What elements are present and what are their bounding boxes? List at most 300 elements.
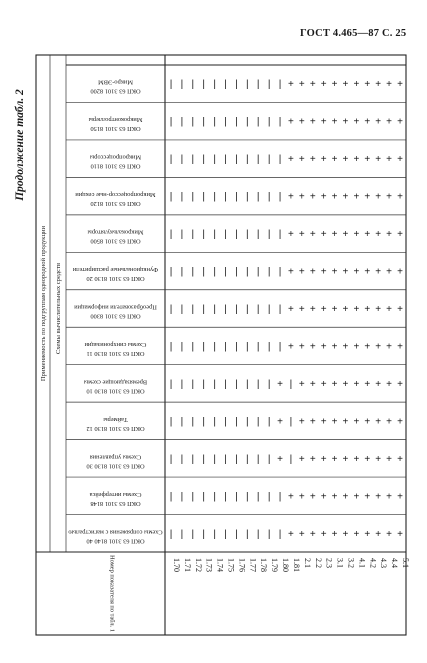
page-header: ГОСТ 4.465—87 С. 25: [300, 28, 407, 39]
applicability-mark: +: [364, 378, 371, 390]
applicability-mark: +: [375, 378, 382, 390]
applicability-mark: |: [224, 79, 227, 91]
applicability-mark: +: [288, 229, 294, 241]
applicability-mark: |: [180, 266, 184, 278]
applicability-mark: +: [342, 116, 349, 128]
applicability-mark: +: [342, 229, 349, 241]
applicability-mark: +: [364, 154, 371, 166]
applicability-mark: |: [246, 154, 249, 166]
applicability-mark: |: [224, 491, 227, 503]
applicability-mark: +: [309, 453, 316, 465]
applicability-mark: +: [309, 304, 316, 315]
applicability-mark: |: [246, 304, 249, 315]
applicability-mark: +: [320, 116, 327, 128]
applicability-mark: |: [224, 341, 227, 353]
applicability-mark: +: [331, 304, 338, 315]
applicability-mark: +: [386, 378, 393, 390]
applicability-mark: |: [224, 191, 227, 203]
row-number: 1.70: [172, 558, 181, 572]
applicability-mark: |: [246, 79, 249, 91]
applicability-mark: +: [342, 378, 349, 390]
applicability-mark: |: [267, 341, 271, 353]
applicability-mark: |: [169, 491, 173, 503]
column-code: ОКП 63 3101 8500: [90, 237, 141, 245]
applicability-mark: |: [246, 229, 249, 241]
applicability-mark: +: [397, 341, 403, 353]
applicability-mark: +: [320, 453, 327, 465]
column-name: Времязадающие схемы: [83, 378, 148, 386]
column-code: ОКП 63 3101 8120: [90, 200, 141, 208]
column-code: ОКП 63 3101 8130 12: [86, 424, 145, 432]
applicability-mark: +: [397, 191, 403, 203]
applicability-mark: +: [397, 453, 403, 465]
applicability-mark: |: [256, 229, 260, 241]
applicability-mark: |: [180, 491, 184, 503]
table-header: [40, 79, 163, 632]
applicability-mark: +: [353, 229, 360, 241]
column-code: ОКП 63 3101 8130 10: [86, 387, 145, 395]
applicability-mark: +: [375, 416, 382, 428]
applicability-mark: +: [386, 341, 393, 353]
applicability-mark: +: [364, 304, 371, 315]
applicability-mark: +: [320, 154, 327, 166]
column-name: Таймеры: [103, 415, 128, 423]
applicability-mark: |: [191, 229, 195, 241]
applicability-mark: |: [191, 378, 195, 390]
applicability-mark: +: [364, 191, 371, 203]
applicability-mark: |: [202, 266, 206, 278]
row-number: 4.2: [368, 558, 378, 568]
applicability-mark: |: [267, 266, 271, 278]
applicability-mark: |: [235, 304, 238, 315]
applicability-mark: |: [278, 341, 282, 353]
applicability-mark: +: [309, 79, 316, 91]
applicability-mark: |: [256, 341, 260, 353]
applicability-mark: +: [298, 191, 305, 203]
column-code: ОКП 63 3101 8130 11: [86, 349, 145, 357]
applicability-mark: |: [224, 116, 227, 128]
applicability-mark: +: [397, 79, 403, 91]
column-name: Микроконтроллеры: [88, 116, 143, 124]
applicability-mark: |: [246, 266, 249, 278]
applicability-mark: |: [180, 191, 184, 203]
applicability-mark: |: [202, 378, 206, 390]
applicability-mark: |: [235, 266, 238, 278]
applicability-mark: +: [375, 341, 382, 353]
applicability-mark: +: [353, 491, 360, 503]
applicability-mark: |: [224, 453, 227, 465]
applicability-mark: |: [191, 416, 195, 428]
applicability-mark: |: [256, 266, 260, 278]
applicability-mark: +: [353, 304, 360, 315]
applicability-mark: +: [298, 453, 305, 465]
column-name: Схемы интерфейса: [89, 490, 142, 498]
applicability-mark: +: [386, 304, 393, 315]
applicability-mark: |: [191, 491, 195, 503]
applicability-mark: |: [224, 266, 227, 278]
applicability-mark: |: [202, 304, 206, 315]
applicability-mark: |: [191, 528, 195, 540]
applicability-mark: |: [246, 528, 249, 540]
applicability-mark: +: [375, 266, 382, 278]
applicability-mark: |: [180, 229, 184, 241]
column-code: ОКП 63 3101 8110: [90, 162, 141, 170]
applicability-mark: |: [180, 79, 184, 91]
applicability-mark: +: [298, 528, 305, 540]
row-number: 1.80: [281, 558, 291, 572]
row-number: 2.2: [313, 558, 323, 568]
applicability-mark: +: [397, 528, 403, 540]
applicability-mark: +: [309, 341, 316, 353]
applicability-mark: |: [213, 304, 216, 315]
applicability-mark: +: [353, 154, 360, 166]
applicability-mark: +: [288, 266, 294, 278]
applicability-mark: +: [320, 266, 327, 278]
row-number: 1.81: [291, 558, 301, 572]
applicability-mark: |: [235, 229, 238, 241]
applicability-mark: |: [180, 378, 184, 390]
column-code: ОКП 63 3101 8200: [90, 87, 141, 95]
applicability-mark: |: [213, 229, 216, 241]
applicability-mark: |: [289, 416, 293, 428]
applicability-mark: +: [320, 416, 327, 428]
column-name: Микропроцессоры: [89, 153, 142, 161]
row-header-title: Номер показателя по табл. 1: [108, 555, 116, 632]
applicability-mark: |: [213, 453, 216, 465]
column-code: ОКП 63 3101 8130 30: [86, 462, 145, 470]
applicability-mark: |: [202, 79, 206, 91]
applicability-mark: |: [202, 416, 206, 428]
applicability-mark: |: [224, 528, 227, 540]
applicability-mark: +: [364, 491, 371, 503]
row-number: 1.74: [215, 558, 225, 572]
applicability-mark: |: [235, 116, 238, 128]
applicability-mark: +: [386, 229, 393, 241]
applicability-mark: |: [267, 453, 271, 465]
applicability-mark: |: [191, 154, 195, 166]
applicability-mark: +: [331, 229, 338, 241]
applicability-mark: +: [309, 154, 316, 166]
applicability-mark: +: [386, 453, 393, 465]
applicability-mark: |: [180, 304, 184, 315]
column-name: Микропроцессор-ные секции: [75, 191, 156, 199]
column-name: Микрокалькуляторы: [87, 228, 144, 236]
applicability-mark: |: [235, 453, 238, 465]
applicability-mark: +: [375, 229, 382, 241]
applicability-mark: +: [331, 341, 338, 353]
applicability-mark: +: [397, 154, 403, 166]
applicability-mark: +: [375, 191, 382, 203]
applicability-mark: +: [386, 191, 393, 203]
column-name: Микро-ЭВМ: [98, 78, 133, 86]
applicability-mark: +: [331, 266, 338, 278]
applicability-mark: +: [342, 491, 349, 503]
applicability-mark: +: [298, 79, 305, 91]
applicability-mark: |: [224, 154, 227, 166]
applicability-mark: |: [278, 528, 282, 540]
applicability-mark: +: [342, 304, 349, 315]
applicability-mark: |: [180, 528, 184, 540]
row-number: 3.1: [335, 558, 345, 568]
applicability-mark: |: [191, 341, 195, 353]
applicability-mark: +: [288, 116, 294, 128]
applicability-mark: |: [256, 416, 260, 428]
applicability-mark: +: [288, 154, 294, 166]
applicability-mark: +: [298, 304, 305, 315]
applicability-mark: +: [309, 191, 316, 203]
row-number: 1.77: [248, 558, 258, 572]
applicability-mark: +: [342, 266, 349, 278]
applicability-mark: +: [342, 528, 349, 540]
row-number: 2.1: [302, 558, 312, 568]
applicability-mark: +: [298, 341, 305, 353]
row-number: 3.2: [346, 558, 356, 568]
row-number: 1.76: [237, 558, 247, 572]
applicability-mark: +: [320, 304, 327, 315]
applicability-mark: |: [278, 304, 282, 315]
applicability-mark: +: [364, 116, 371, 128]
applicability-mark: |: [256, 378, 260, 390]
applicability-mark: +: [298, 378, 305, 390]
applicability-mark: |: [256, 528, 260, 540]
applicability-mark: +: [288, 528, 294, 540]
applicability-mark: +: [309, 266, 316, 278]
applicability-mark: |: [235, 378, 238, 390]
applicability-mark: |: [289, 378, 293, 390]
applicability-mark: |: [256, 154, 260, 166]
applicability-mark: +: [353, 416, 360, 428]
applicability-mark: +: [277, 378, 283, 390]
applicability-mark: +: [375, 79, 382, 91]
applicability-mark: |: [224, 416, 227, 428]
applicability-mark: |: [267, 378, 271, 390]
applicability-mark: +: [364, 341, 371, 353]
applicability-mark: |: [191, 453, 195, 465]
applicability-mark: |: [191, 79, 195, 91]
applicability-mark: +: [386, 79, 393, 91]
applicability-mark: +: [386, 154, 393, 166]
applicability-mark: +: [353, 528, 360, 540]
applicability-mark: +: [375, 453, 382, 465]
applicability-mark: +: [353, 116, 360, 128]
applicability-mark: |: [256, 79, 260, 91]
applicability-mark: |: [202, 229, 206, 241]
column-code: ОКП 63 3101 8150: [90, 125, 141, 133]
applicability-mark: +: [364, 79, 371, 91]
applicability-mark: |: [202, 341, 206, 353]
applicability-mark: +: [342, 453, 349, 465]
applicability-mark: +: [375, 116, 382, 128]
applicability-mark: |: [246, 491, 249, 503]
applicability-mark: |: [278, 154, 282, 166]
applicability-mark: +: [353, 341, 360, 353]
applicability-mark: |: [213, 191, 216, 203]
applicability-mark: +: [364, 453, 371, 465]
applicability-mark: |: [246, 116, 249, 128]
applicability-mark: +: [342, 416, 349, 428]
applicability-mark: |: [256, 116, 260, 128]
applicability-mark: |: [169, 116, 173, 128]
applicability-mark: +: [364, 266, 371, 278]
applicability-mark: |: [169, 79, 173, 91]
applicability-mark: |: [202, 528, 206, 540]
applicability-mark: |: [224, 229, 227, 241]
applicability-mark: |: [267, 528, 271, 540]
applicability-mark: |: [246, 341, 249, 353]
applicability-mark: |: [224, 378, 227, 390]
applicability-mark: +: [353, 378, 360, 390]
applicability-mark: +: [364, 229, 371, 241]
applicability-mark: |: [169, 528, 173, 540]
applicability-mark: |: [169, 341, 173, 353]
applicability-mark: +: [375, 528, 382, 540]
applicability-mark: |: [256, 491, 260, 503]
column-name: Схемы управления: [89, 453, 142, 461]
row-number: 4.1: [357, 558, 367, 568]
column-code: ОКП 63 3101 8140 40: [86, 537, 145, 545]
column-code: ОКП 63 3101 8300: [90, 312, 141, 320]
applicability-mark: +: [320, 229, 327, 241]
applicability-mark: |: [235, 341, 238, 353]
column-name: Функциональные расширители: [72, 266, 159, 274]
applicability-mark: +: [320, 341, 327, 353]
row-number: 1.73: [204, 558, 214, 572]
applicability-mark: +: [320, 378, 327, 390]
applicability-mark: |: [213, 341, 216, 353]
applicability-mark: |: [180, 416, 184, 428]
applicability-mark: +: [298, 154, 305, 166]
applicability-mark: +: [298, 491, 305, 503]
applicability-mark: +: [331, 378, 338, 390]
applicability-mark: +: [331, 416, 338, 428]
applicability-mark: |: [169, 154, 173, 166]
applicability-mark: +: [386, 266, 393, 278]
applicability-mark: +: [320, 79, 327, 91]
applicability-mark: |: [202, 453, 206, 465]
applicability-mark: +: [298, 266, 305, 278]
applicability-mark: +: [364, 528, 371, 540]
table-continuation-note: Продолжение табл. 2: [14, 89, 26, 201]
applicability-mark: |: [235, 191, 238, 203]
applicability-mark: |: [235, 528, 238, 540]
applicability-mark: +: [331, 116, 338, 128]
applicability-mark: +: [331, 154, 338, 166]
applicability-mark: +: [364, 416, 371, 428]
subgroup-title: Схемы вычислительных средств: [55, 262, 62, 355]
applicability-mark: +: [277, 416, 283, 428]
applicability-mark: +: [288, 79, 294, 91]
applicability-mark: |: [169, 229, 173, 241]
applicability-mark: |: [202, 154, 206, 166]
applicability-mark: +: [397, 229, 403, 241]
applicability-mark: |: [213, 491, 216, 503]
applicability-mark: |: [169, 378, 173, 390]
column-name: Схемы сопряжения с магистралью: [68, 528, 163, 536]
applicability-mark: +: [309, 378, 316, 390]
applicability-mark: |: [235, 154, 238, 166]
row-number: 4.4: [390, 558, 400, 568]
applicability-mark: +: [397, 416, 403, 428]
applicability-mark: |: [267, 229, 271, 241]
applicability-mark: |: [213, 266, 216, 278]
applicability-mark: +: [331, 191, 338, 203]
applicability-mark: +: [375, 154, 382, 166]
applicability-mark: |: [202, 491, 206, 503]
applicability-mark: |: [180, 154, 184, 166]
applicability-mark: |: [278, 229, 282, 241]
applicability-mark: |: [180, 453, 184, 465]
applicability-mark: |: [278, 116, 282, 128]
applicability-mark: |: [278, 266, 282, 278]
applicability-mark: +: [331, 79, 338, 91]
applicability-mark: +: [288, 341, 294, 353]
row-number: 1.78: [259, 558, 269, 572]
applicability-mark: +: [298, 116, 305, 128]
applicability-mark: |: [256, 191, 260, 203]
applicability-mark: |: [213, 154, 216, 166]
applicability-mark: +: [309, 229, 316, 241]
row-number: 1.75: [226, 558, 236, 572]
row-number: 1.79: [270, 558, 280, 572]
applicability-mark: |: [169, 416, 173, 428]
applicability-mark: |: [213, 528, 216, 540]
applicability-mark: |: [180, 116, 184, 128]
row-number: 1.71: [182, 558, 192, 572]
applicability-mark: +: [288, 491, 294, 503]
applicability-mark: |: [278, 491, 282, 503]
applicability-mark: |: [180, 341, 184, 353]
applicability-mark: |: [267, 416, 271, 428]
applicability-mark: |: [169, 191, 173, 203]
applicability-mark: +: [309, 491, 316, 503]
applicability-mark: |: [267, 154, 271, 166]
applicability-mark: +: [397, 304, 403, 315]
applicability-mark: |: [256, 304, 260, 315]
applicability-mark: |: [246, 378, 249, 390]
applicability-mark: |: [191, 191, 195, 203]
applicability-mark: |: [202, 191, 206, 203]
applicability-mark: +: [309, 528, 316, 540]
applicability-mark: |: [289, 453, 293, 465]
applicability-mark: |: [246, 191, 249, 203]
applicability-mark: +: [288, 191, 294, 203]
applicability-mark: +: [331, 491, 338, 503]
applicability-mark: |: [169, 453, 173, 465]
applicability-mark: +: [277, 453, 283, 465]
applicability-mark: +: [320, 528, 327, 540]
applicability-mark: +: [309, 116, 316, 128]
column-code: ОКП 63 3101 8130 20: [86, 275, 145, 283]
applicability-mark: |: [213, 116, 216, 128]
applicability-mark: +: [375, 491, 382, 503]
applicability-mark: |: [246, 416, 249, 428]
column-name: Преобразователи информации: [74, 303, 157, 311]
applicability-mark: |: [202, 116, 206, 128]
applicability-mark: |: [278, 191, 282, 203]
applicability-mark: |: [267, 79, 271, 91]
applicability-mark: |: [191, 266, 195, 278]
applicability-mark: +: [342, 191, 349, 203]
applicability-mark: |: [213, 79, 216, 91]
applicability-mark: |: [213, 416, 216, 428]
applicability-mark: |: [278, 79, 282, 91]
applicability-mark: +: [386, 416, 393, 428]
applicability-mark: +: [353, 191, 360, 203]
applicability-mark: +: [397, 491, 403, 503]
applicability-mark: +: [320, 191, 327, 203]
applicability-mark: |: [246, 453, 249, 465]
applicability-mark: |: [267, 191, 271, 203]
